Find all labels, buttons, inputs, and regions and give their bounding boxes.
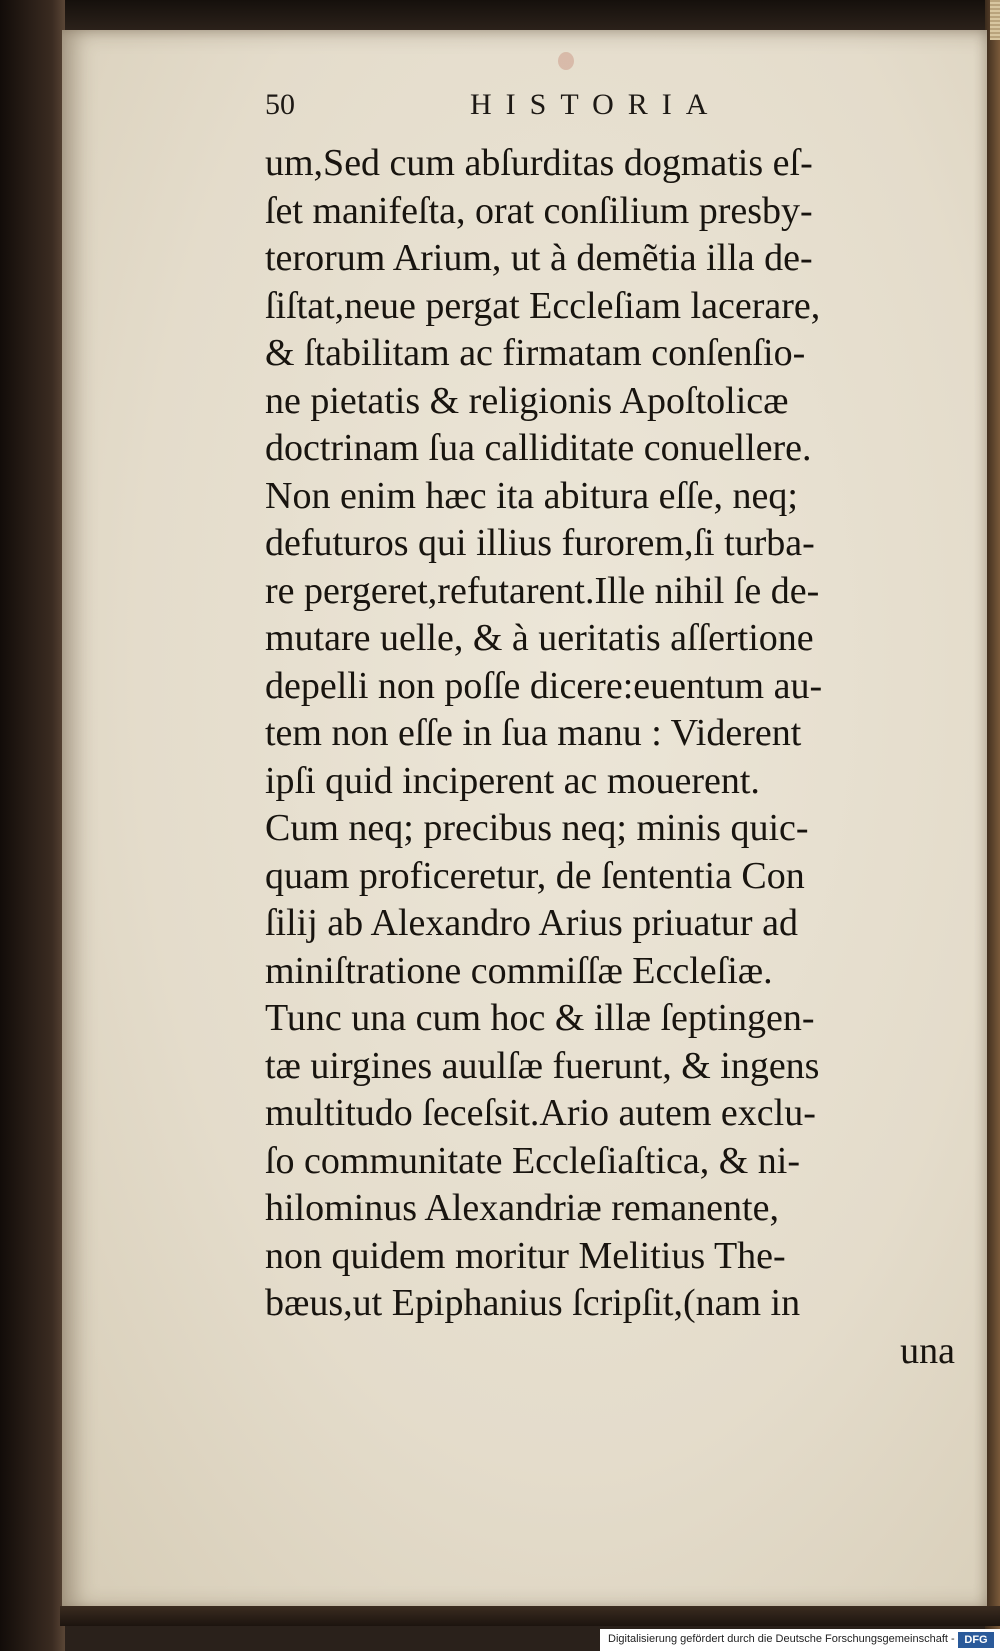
text-line: Cum neq; precibus neq; minis quic- xyxy=(265,807,809,849)
scan-frame-bottom xyxy=(60,1606,1000,1626)
text-line: doctrinam ſua calliditate conuellere. xyxy=(265,427,812,469)
text-line: quam proficeretur, de ſententia Con xyxy=(265,854,805,897)
text-line: & ſtabilitam ac firmatam conſenſio- xyxy=(265,332,806,374)
page-fore-edge xyxy=(990,0,1000,40)
text-line: ſiſtat,neue pergat Eccleſiam lacerare, xyxy=(265,284,821,327)
catchword: una xyxy=(900,1329,955,1372)
book-spine-edge xyxy=(0,0,65,1651)
scan-frame-right xyxy=(985,0,1000,1651)
text-line: mutare uelle, & à ueritatis aſſertione xyxy=(265,617,814,659)
text-line: tem non eſſe in ſua manu : Viderent xyxy=(265,712,802,754)
page-number: 50 xyxy=(265,88,295,121)
text-line: depelli non poſſe dicere:euentum au- xyxy=(265,664,823,707)
text-line: tæ uirgines auulſæ fuerunt, & ingens xyxy=(265,1044,820,1087)
text-line: Non enim hæc ita abitura eſſe, neq; xyxy=(265,474,798,517)
dfg-logo: DFG xyxy=(958,1632,994,1648)
digitization-credit xyxy=(600,1629,1000,1651)
text-line: defuturos qui illius furorem,ſi turba- xyxy=(265,522,815,564)
running-head xyxy=(265,88,765,128)
scan-frame-top xyxy=(0,0,1000,30)
text-line: terorum Arium, ut à demẽtia illa de- xyxy=(265,237,813,279)
text-line: miniſtratione commiſſæ Eccleſiæ. xyxy=(265,949,773,992)
credit-text: Digitalisierung gefördert durch die Deutsche Forschungsgemeinschaft - xyxy=(608,1633,955,1645)
text-line: ipſi quid inciperent ac mouerent. xyxy=(265,759,760,802)
text-line: ſilij ab Alexandro Arius priuatur ad xyxy=(265,902,798,944)
text-line: re pergeret,refutarent.Ille nihil ſe de- xyxy=(265,569,820,612)
text-line: ne pietatis & religionis Apoſtolicæ xyxy=(265,379,789,422)
text-line: hilominus Alexandriæ remanente, xyxy=(265,1187,779,1229)
page-title: HISTORIA xyxy=(470,88,722,121)
text-line: Tunc una cum hoc & illæ ſeptingen- xyxy=(265,997,815,1039)
text-line: ſo communitate Eccleſiaſtica, & ni- xyxy=(265,1139,800,1182)
text-line: ſet manifeſta, orat conſilium presby- xyxy=(265,189,813,232)
text-line: non quidem moritur Melitius The- xyxy=(265,1234,786,1277)
body-text xyxy=(265,140,965,1375)
text-line: um,Sed cum abſurditas dogmatis eſ- xyxy=(265,142,813,184)
text-line: bæus,ut Epiphanius ſcripſit,(nam in xyxy=(265,1282,801,1324)
paper-stain xyxy=(558,52,574,70)
text-line: multitudo ſeceſsit.Ario autem exclu- xyxy=(265,1092,816,1134)
